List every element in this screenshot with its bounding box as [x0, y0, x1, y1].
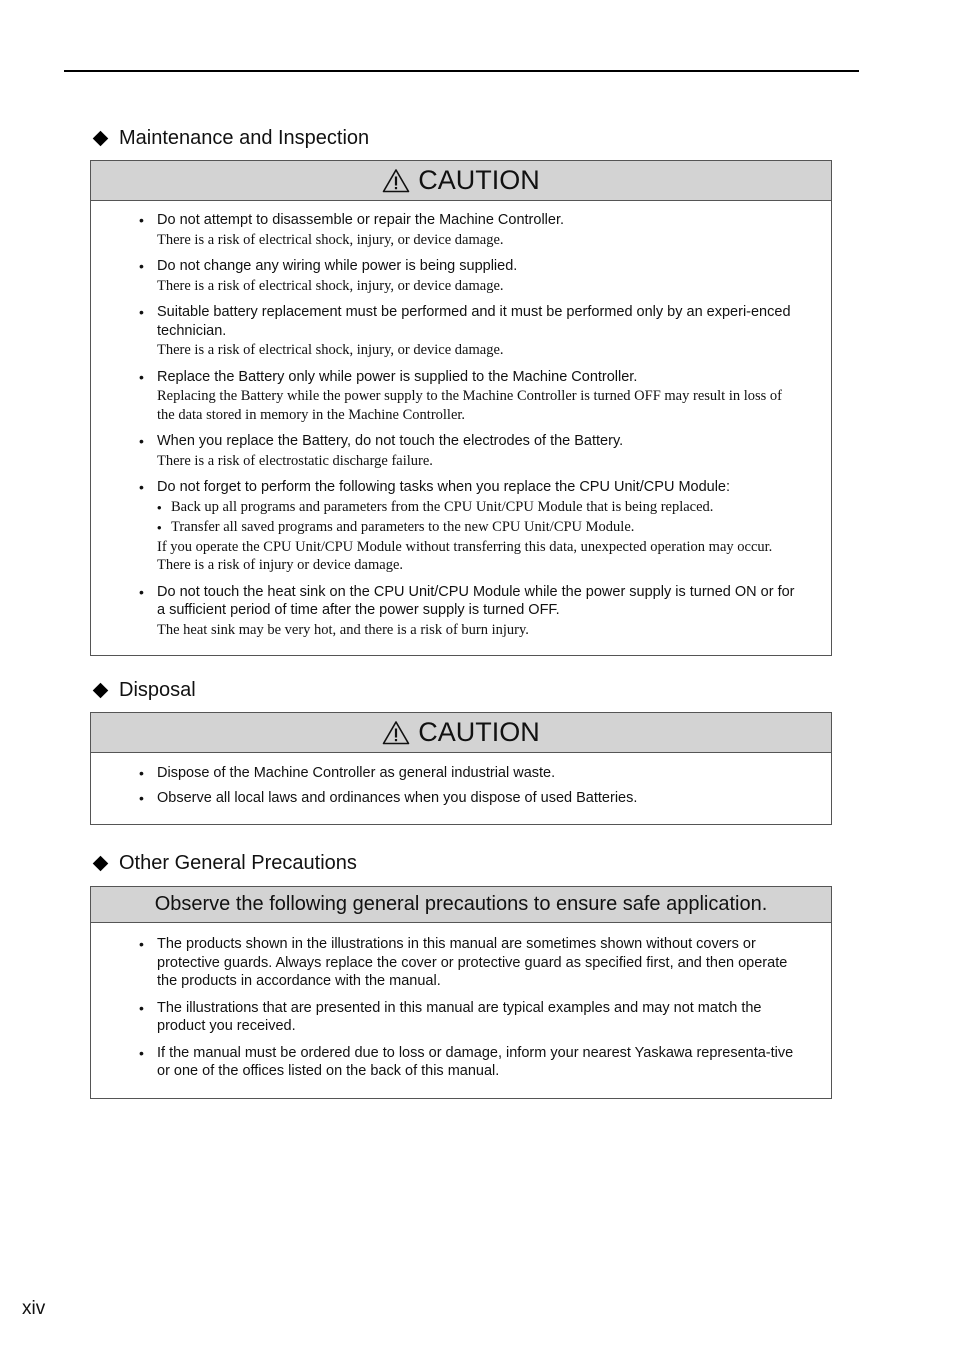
section-disposal	[90, 676, 832, 825]
caution-header	[91, 713, 831, 753]
sub-list-item: • Back up all programs and parameters from the CPU Unit/CPU Module that is being replaced.	[157, 498, 714, 515]
list-item: • Do not attempt to disassemble or repair the Machine Controller. There is a risk of electrical shock, injury, or device damage.	[139, 212, 565, 248]
section-heading: Maintenance and Inspection	[92, 124, 832, 152]
diamond-bullet-icon	[93, 855, 109, 871]
diamond-bullet-icon	[93, 682, 109, 698]
top-rule	[64, 70, 859, 72]
section-heading: Other General Precautions	[92, 849, 832, 877]
page-number: xiv	[22, 1298, 46, 1319]
precautions-list	[91, 923, 831, 1098]
caution-label: CAUTION	[418, 165, 540, 195]
list-item: • Suitable battery replacement must be performed and it must be performed only by an experi-enced technician. There is a risk of electrical shock, injury, or device damage.	[139, 304, 791, 358]
section-heading: Disposal	[92, 676, 832, 704]
caution-header	[91, 161, 831, 201]
list-item: • Observe all local laws and ordinances when you dispose of used Batteries.	[139, 789, 638, 806]
list-item: • Dispose of the Machine Controller as general industrial waste.	[139, 765, 556, 781]
caution-box	[90, 712, 832, 825]
list-item: • If the manual must be ordered due to loss or damage, inform your nearest Yaskawa representa-tive or one of the offices listed on the back of this manual.	[139, 1044, 794, 1079]
section-other-general-precautions	[90, 849, 832, 1099]
caution-label: CAUTION	[418, 717, 540, 747]
warning-triangle-icon	[382, 168, 410, 193]
list-item: • Replace the Battery only while power is supplied to the Machine Controller. Replacing the Battery while the power supply to the Machine Controller is turned OFF may result in loss of the data stored in memory in the Machine Controller.	[139, 368, 783, 423]
list-item: • The products shown in the illustrations in this manual are sometimes shown without covers or protective guards. Always replace the cover or protective guard as specified first, and then operate the products in accordance with the manual.	[139, 936, 788, 989]
list-item: • Do not forget to perform the following tasks when you replace the CPU Unit/CPU Module: • Back up all programs and parameters from the CPU Unit/CPU Module that is being replaced. • Transfer all saved programs and parameters to the new CPU Unit/CPU Module. If you operate the CPU Unit/CPU Module without transferring this data, unexpected operation may occur. There is a risk of injury or device damage.	[139, 478, 795, 575]
warning-triangle-icon	[382, 720, 410, 745]
precautions-banner: Observe the following general precautions to ensure safe application.	[91, 887, 831, 923]
list-item: • The illustrations that are presented in this manual are typical examples and may not match the product you received.	[139, 999, 762, 1034]
caution-list	[91, 753, 831, 824]
caution-list	[91, 201, 831, 655]
list-item: • Do not change any wiring while power is being supplied. There is a risk of electrical shock, injury, or device damage.	[139, 258, 518, 294]
precautions-box	[90, 886, 832, 1099]
caution-box	[90, 160, 832, 656]
list-item: • When you replace the Battery, do not touch the electrodes of the Battery. There is a risk of electrostatic discharge failure.	[139, 433, 624, 469]
diamond-bullet-icon	[93, 130, 109, 146]
section-maintenance-inspection	[90, 124, 832, 656]
list-item: • Do not touch the heat sink on the CPU Unit/CPU Module while the power supply is turned ON or for a sufficient period of time after the power supply is turned OFF. The heat sink may be very hot, and there is a risk of burn injury.	[139, 583, 795, 638]
sub-list-item: • Transfer all saved programs and parameters to the new CPU Unit/CPU Module.	[157, 518, 635, 535]
